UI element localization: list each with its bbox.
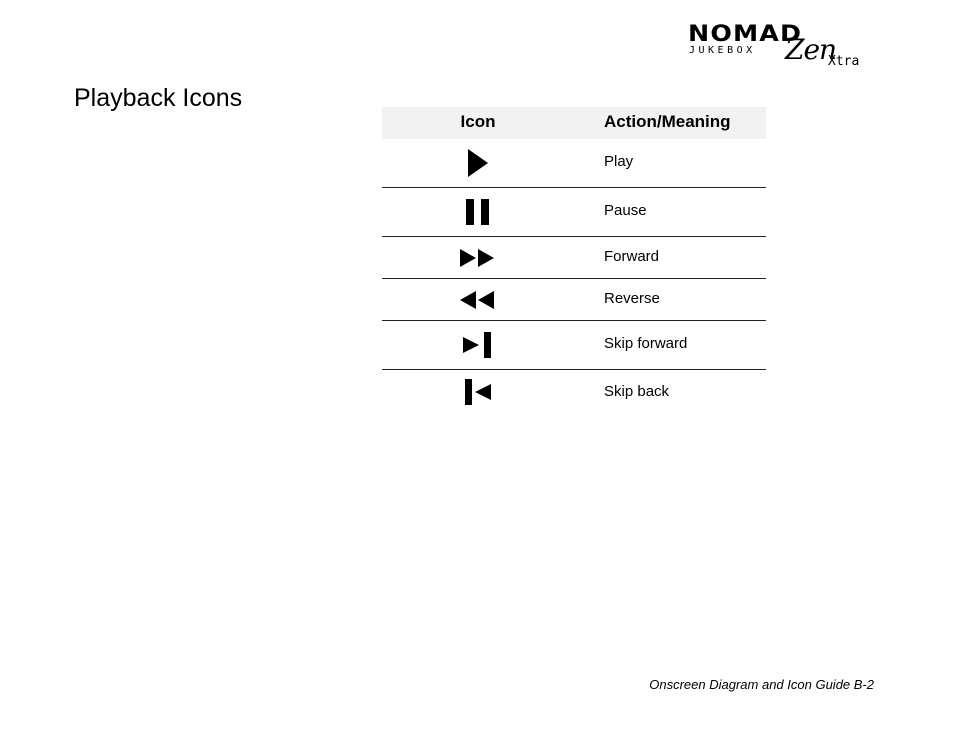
table-header: [382, 107, 766, 139]
table-row: [382, 321, 766, 370]
row-action: Forward: [604, 248, 660, 265]
nomad-jukebox-zen-xtra-logo: [686, 24, 866, 76]
table-row: [382, 139, 766, 188]
table-row: [382, 237, 766, 279]
row-action: Skip back: [604, 383, 670, 400]
logo-suffix: Xtra: [828, 54, 860, 69]
table-row: [382, 188, 766, 237]
row-action: Reverse: [604, 290, 660, 307]
skip-back-icon: [382, 370, 574, 414]
play-icon: [382, 139, 574, 187]
logo-brand: NOMAD: [688, 22, 803, 47]
pause-icon: [382, 188, 574, 236]
page-footer: Onscreen Diagram and Icon Guide B-2: [649, 677, 874, 692]
skip-forward-icon: [382, 321, 574, 369]
header-icon: Icon: [460, 112, 496, 131]
row-action: Pause: [604, 202, 647, 219]
table-row: [382, 279, 766, 321]
row-action: Skip forward: [604, 335, 688, 352]
fast-forward-icon: [382, 237, 574, 278]
logo-model: Zen: [785, 33, 837, 66]
header-action: Action/Meaning: [604, 112, 731, 131]
page-title: Playback Icons: [74, 84, 243, 112]
rewind-icon: [382, 279, 574, 320]
playback-icons-table: [382, 107, 766, 414]
logo-line2: JUKEBOX: [689, 45, 756, 56]
table-row: [382, 370, 766, 414]
row-action: Play: [604, 153, 634, 170]
